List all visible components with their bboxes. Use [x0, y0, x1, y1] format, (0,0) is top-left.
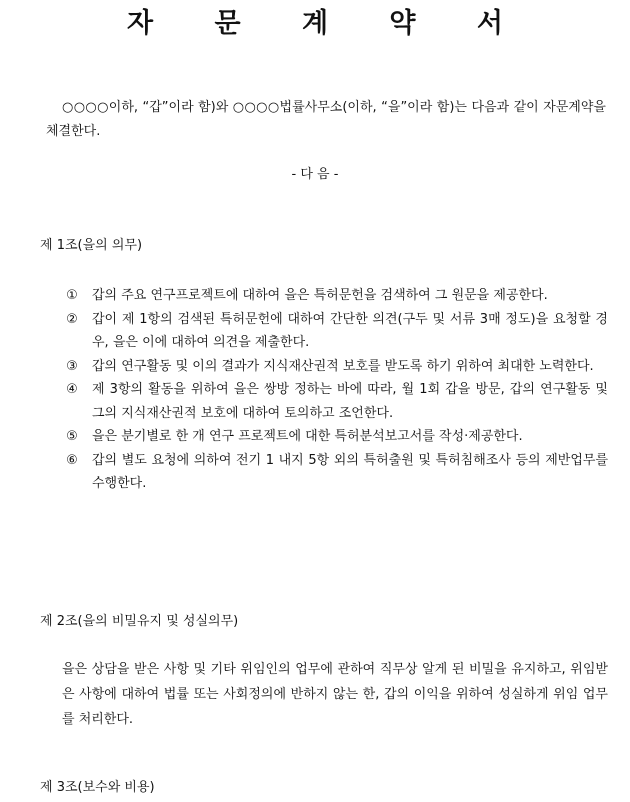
article-2-body: 을은 상담을 받은 사항 및 기타 위임인의 업무에 관하여 직무상 알게 된 비밀을 유지하고, 위임받은 사항에 대하여 법률 또는 사회정의에 반하지 않는 한, 갑의 이익을 위하여 성실하게 위임 업무를 처리한다.	[62, 662, 608, 727]
item-text: 제 3항의 활동을 위하여 을은 쌍방 정하는 바에 따라, 월 1회 갑을 방문, 갑의 연구활동 및 그의 지식재산권적 보호에 대하여 토의하고 조언한다.	[92, 382, 608, 421]
item-number: ④	[66, 382, 78, 397]
item-text: 갑의 별도 요청에 의하여 전기 1 내지 5항 외의 특허출원 및 특허침해조사 등의 제반업무를 수행한다.	[92, 452, 608, 491]
list-item	[62, 284, 608, 308]
dagum-separator: - 다 음 -	[291, 167, 339, 182]
list-item	[62, 355, 608, 379]
list-item	[62, 378, 608, 425]
article-3-heading: 제 3조(보수와 비용)	[40, 780, 155, 795]
article-2-heading: 제 2조(을의 비밀유지 및 성실의무)	[40, 614, 239, 629]
item-text: 갑의 연구활동 및 이의 결과가 지식재산권적 보호를 받도록 하기 위하여 최대한 노력한다.	[92, 358, 594, 374]
article-1-heading: 제 1조(을의 의무)	[40, 238, 143, 253]
list-item	[62, 425, 608, 449]
item-text: 갑이 제 1항의 검색된 특허문헌에 대하여 간단한 의견(구두 및 서류 3매 정도)을 요청할 경우, 을은 이에 대하여 의견을 제출한다.	[92, 311, 608, 350]
item-number: ③	[66, 358, 78, 374]
article-1-items	[62, 284, 608, 496]
list-item	[62, 308, 608, 355]
item-number: ②	[66, 311, 78, 327]
item-text: 갑의 주요 연구프로젝트에 대하여 을은 특허문헌을 검색하여 그 원문을 제공한다.	[92, 288, 548, 303]
item-number: ⑤	[66, 429, 78, 444]
item-number: ⑥	[66, 452, 78, 468]
item-number: ①	[66, 288, 78, 303]
document-title: 자 문 계 약 서	[126, 8, 529, 39]
list-item	[62, 449, 608, 496]
item-text: 을은 분기별로 한 개 연구 프로젝트에 대한 특허분석보고서를 작성·제공한다.	[92, 429, 523, 444]
intro-paragraph: ○○○○이하, “갑”이라 함)와 ○○○○법률사무소(이하, “을”이라 함)는 다음과 같이 자문계약을 체결한다.	[46, 100, 606, 139]
